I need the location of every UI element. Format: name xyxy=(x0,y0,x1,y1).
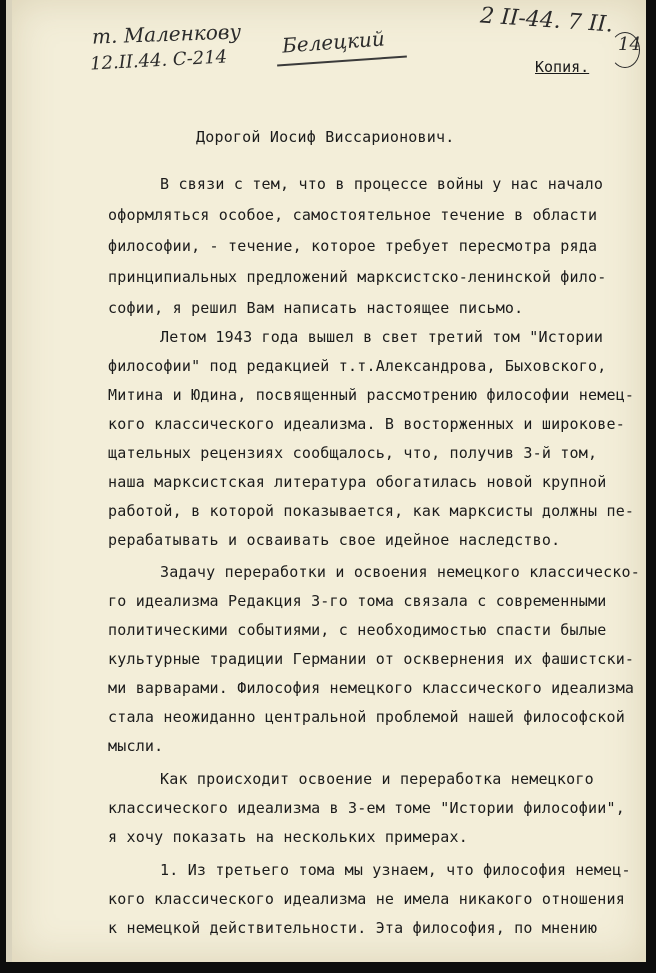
text-line: я хочу показать на нескольких примерах. xyxy=(108,828,468,846)
text-line: Задачу переработки и освоения немецкого классическо- xyxy=(160,563,640,581)
handwritten-page-number: 14 xyxy=(618,34,641,55)
copy-label: Копия. xyxy=(535,58,590,76)
text-line: политическими событиями, с необходимостью спасти былые xyxy=(108,621,607,639)
text-line: Летом 1943 года вышел в свет третий том "Истории xyxy=(160,328,604,346)
handwritten-date: 2 II-44. 7 II. xyxy=(479,3,614,38)
text-line: Как происходит освоение и переработка немецкого xyxy=(160,770,594,788)
text-line: мысли. xyxy=(108,737,164,755)
text-line: кого классического идеализма не имела никакого отношения xyxy=(108,890,625,908)
text-line: 1. Из третьего тома мы узнаем, что философия немец- xyxy=(160,861,631,879)
text-line: щательных рецензиях сообщалось, что, получив 3-й том, xyxy=(108,444,598,462)
salutation: Дорогой Иосиф Виссарионович. xyxy=(196,128,455,146)
text-line: Митина и Юдина, посвященный рассмотрению философии немец- xyxy=(108,386,635,404)
text-line: кого классического идеализма. В восторженных и широкове- xyxy=(108,415,625,433)
text-line: стала неожиданно центральной проблемой нашей философской xyxy=(108,708,625,726)
text-line: классического идеализма в 3-ем томе "Истории философии", xyxy=(108,799,625,817)
text-line: работой, в которой показывается, как марксисты должны пе- xyxy=(108,502,635,520)
text-line: к немецкой действительности. Эта философия, по мнению xyxy=(108,919,598,937)
text-line: го идеализма Редакция 3-го тома связала с современными xyxy=(108,592,607,610)
text-line: рерабатывать и осваивать свое идейное наследство. xyxy=(108,531,561,549)
text-line: софии, я решил Вам написать настоящее письмо. xyxy=(108,299,524,317)
text-line: В связи с тем, что в процессе войны у нас начало xyxy=(160,175,604,193)
handwritten-reference: 12.II.44. С-214 xyxy=(89,46,228,75)
text-line: философии" под редакцией т.т.Александрова, Быховского, xyxy=(108,357,607,375)
text-line: ми варварами. Философия немецкого классического идеализма xyxy=(108,679,635,697)
text-line: наша марксистская литература обогатилась новой крупной xyxy=(108,473,607,491)
text-line: оформляться особое, самостоятельное течение в области xyxy=(108,206,598,224)
handwritten-author: Белецкий xyxy=(281,26,386,58)
text-line: философии, - течение, которое требует пересмотра ряда xyxy=(108,237,598,255)
handwritten-addressee: т. Маленкову xyxy=(91,19,242,49)
text-line: культурные традиции Германии от осквернения их фашистски- xyxy=(108,650,635,668)
text-line: принципиальных предложений марксистско-ленинской фило- xyxy=(108,268,607,286)
author-underline xyxy=(277,55,407,66)
document-page xyxy=(12,0,646,962)
